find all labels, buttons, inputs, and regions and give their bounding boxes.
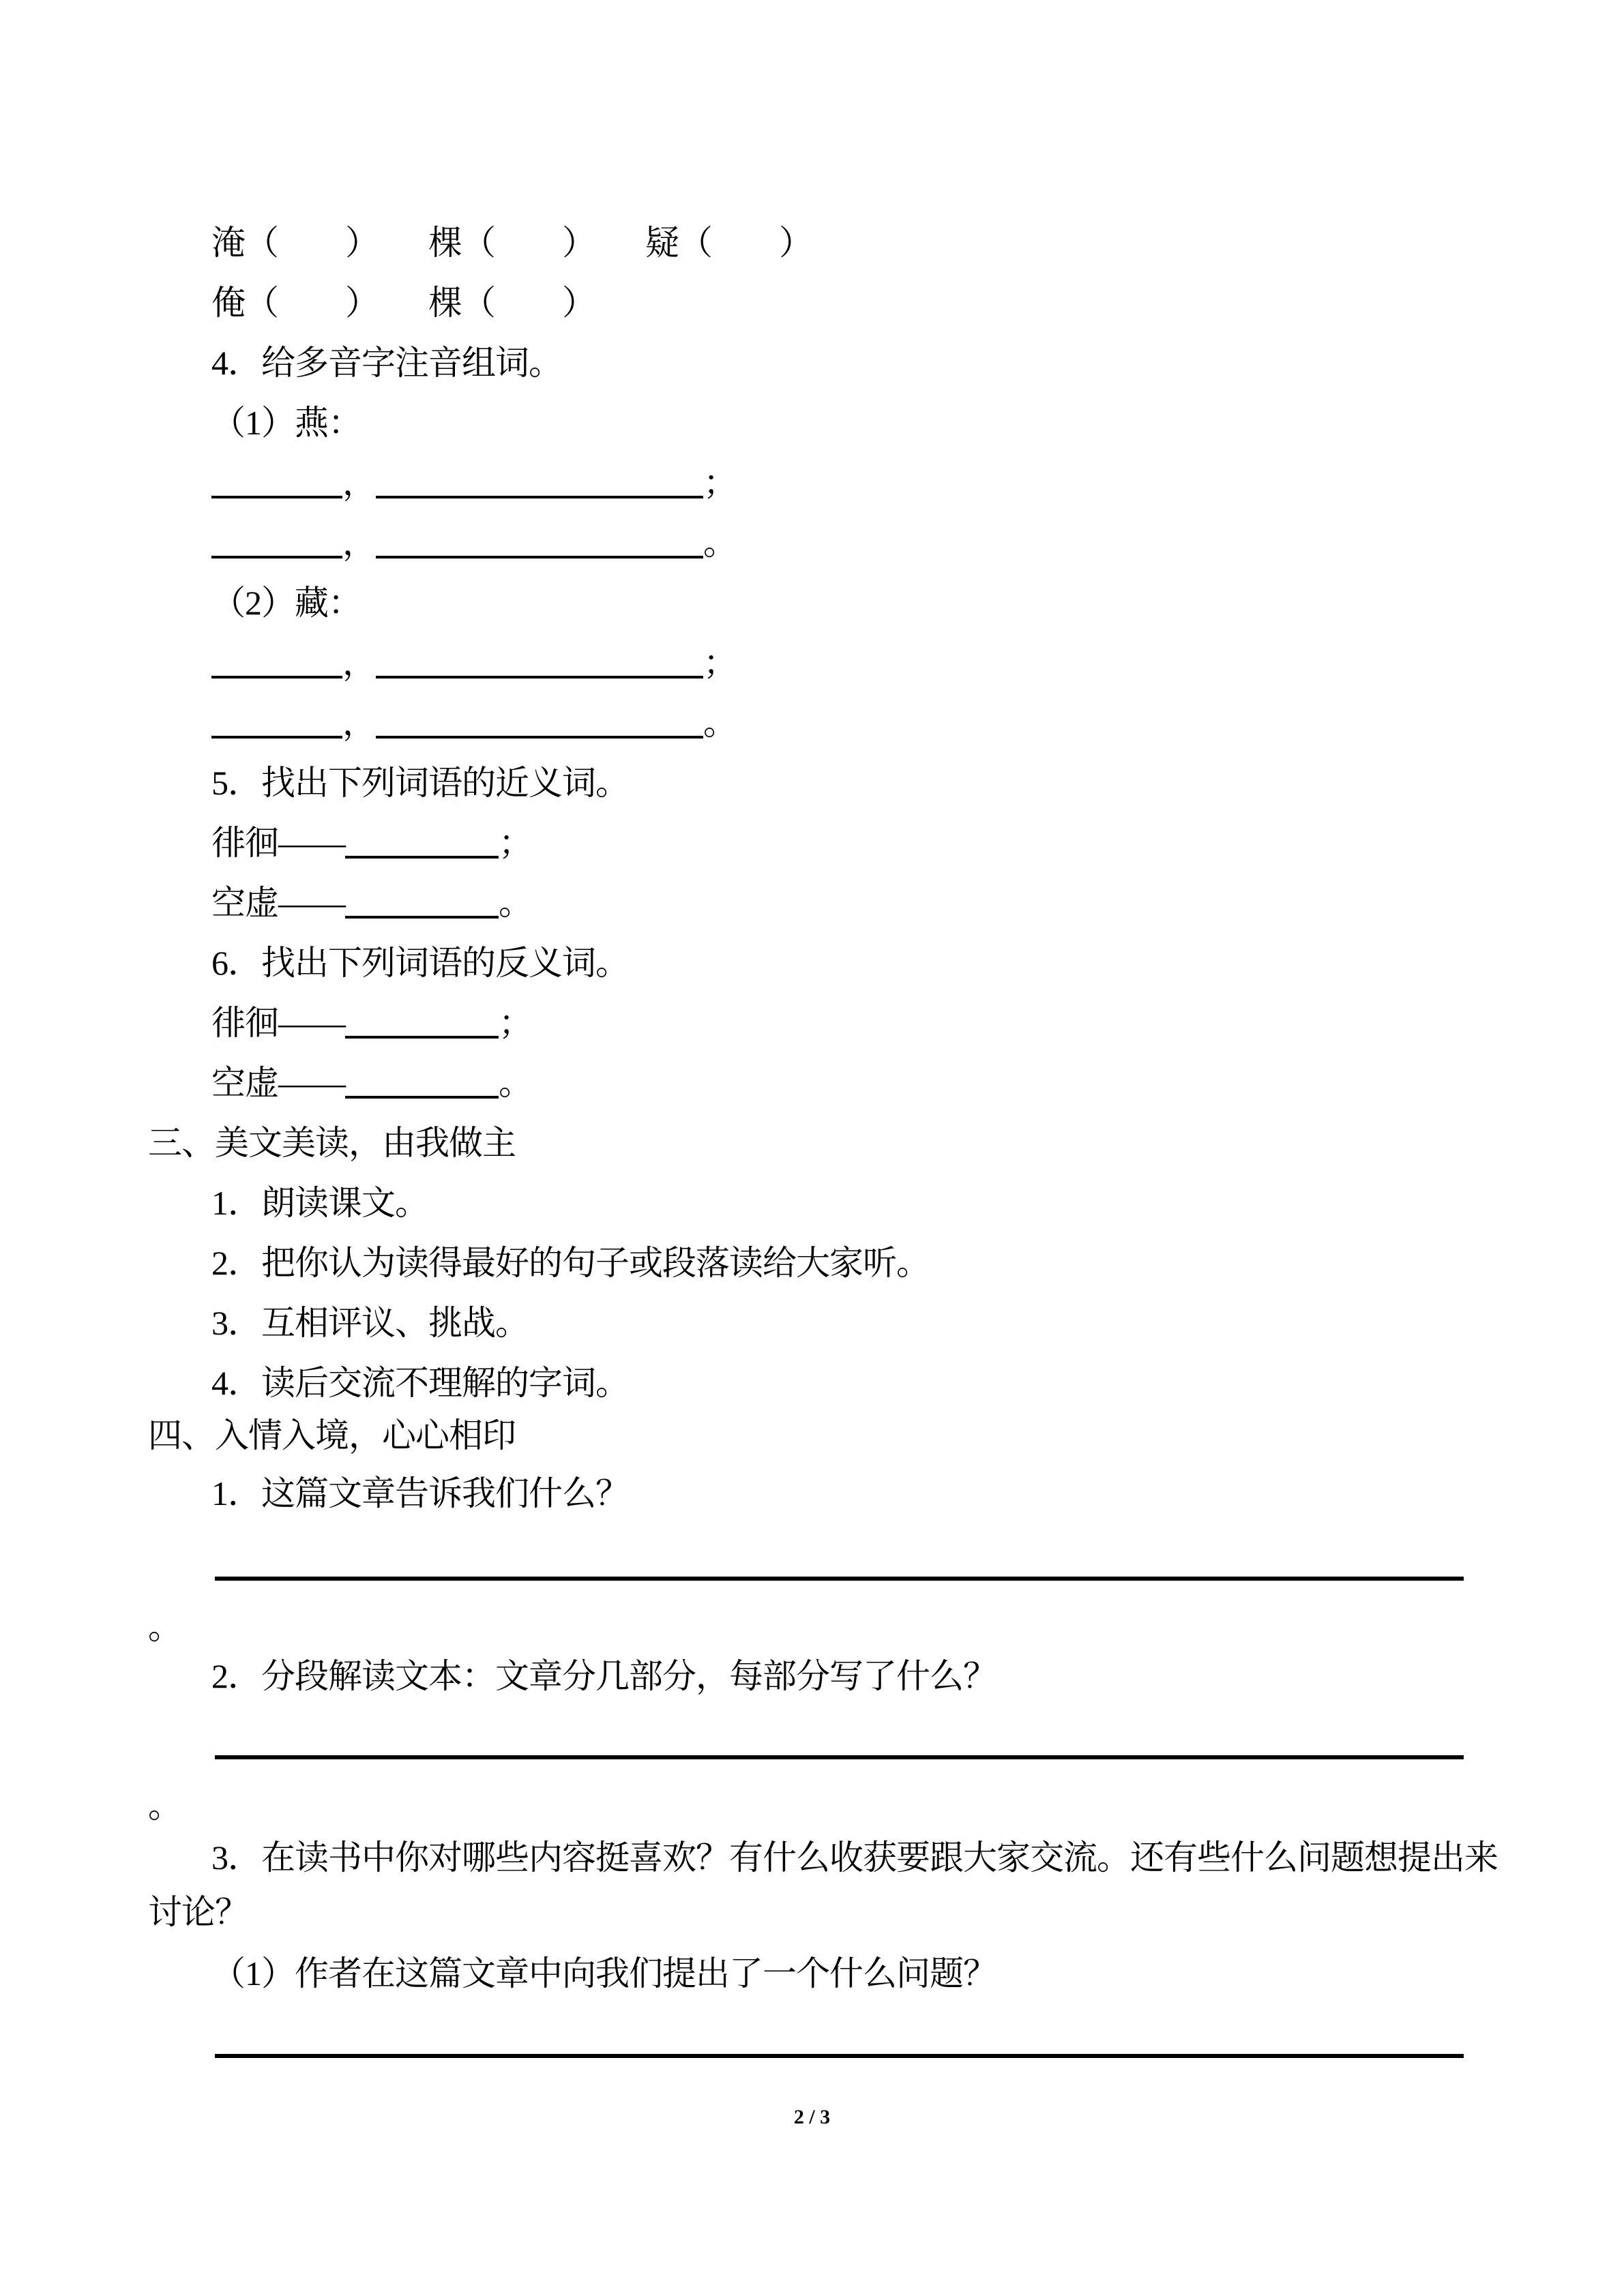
semicolon-end: ； — [499, 1004, 532, 1042]
wrapped-period: 。 — [148, 1608, 181, 1646]
answer-blank — [345, 906, 499, 919]
answer-blank — [345, 846, 499, 859]
period-end: 。 — [703, 524, 737, 562]
section-3-item-1: 1．朗读课文。 — [211, 1184, 428, 1222]
answer-blank — [211, 726, 342, 739]
synonym-row-paihuai — [211, 813, 532, 873]
section-4-question-1: 1．这篇文章告诉我们什么？ — [211, 1474, 629, 1512]
wrapped-period: 。 — [148, 1787, 181, 1825]
semicolon-end: ； — [499, 824, 532, 862]
answer-blank — [345, 1086, 499, 1099]
answer-blank — [376, 666, 703, 679]
semicolon-end: ； — [703, 464, 737, 502]
section-3-item-2: 2．把你认为读得最好的句子或段落读给大家听。 — [211, 1244, 930, 1282]
section-4-question-2: 2．分段解读文本：文章分几部分，每部分写了什么？ — [211, 1657, 996, 1695]
antonym-row-paihuai — [211, 993, 532, 1053]
comma-separator: ， — [342, 524, 376, 562]
section-4-heading: 四、入情入境，心心相印 — [148, 1416, 516, 1455]
question-5-heading: 5．找出下列词语的近义词。 — [211, 764, 629, 802]
section-3-item-4: 4．读后交流不理解的字词。 — [211, 1364, 629, 1402]
word-label: 空虚—— — [211, 884, 345, 922]
answer-blank — [211, 546, 342, 558]
comma-separator: ， — [342, 644, 376, 682]
question-4-sub1-label: （1）燕： — [211, 404, 361, 442]
period-end: 。 — [499, 1064, 532, 1102]
period-end: 。 — [499, 884, 532, 922]
answer-blank — [211, 666, 342, 679]
answer-line — [215, 1577, 1464, 1581]
synonym-row-kongxu — [211, 873, 532, 933]
word-row-an-ke: 俺（ ） 棵（ ） — [211, 284, 595, 322]
section-3-item-3: 3．互相评议、挑战。 — [211, 1304, 529, 1342]
fill-blank-row — [211, 693, 737, 753]
answer-blank — [211, 486, 342, 498]
semicolon-end: ； — [703, 644, 737, 682]
period-end: 。 — [703, 704, 737, 742]
word-row-yan-ke-yi: 淹（ ） 棵（ ） 疑（ ） — [211, 224, 812, 262]
section-4-question-3-line-2: 讨论？ — [148, 1893, 248, 1931]
answer-blank — [376, 726, 703, 739]
answer-line — [215, 1755, 1464, 1759]
fill-blank-row — [211, 513, 737, 573]
answer-line — [215, 2054, 1464, 2058]
word-label: 徘徊—— — [211, 1004, 345, 1042]
question-4-sub2-label: （2）藏： — [211, 584, 361, 622]
word-label: 空虚—— — [211, 1064, 345, 1102]
fill-blank-row — [211, 633, 737, 693]
section-4-question-3-sub-1: （1）作者在这篇文章中向我们提出了一个什么问题？ — [211, 1954, 996, 1993]
comma-separator: ， — [342, 464, 376, 502]
answer-blank — [376, 486, 703, 498]
antonym-row-kongxu — [211, 1053, 532, 1113]
question-6-heading: 6．找出下列词语的反义词。 — [211, 944, 629, 982]
answer-blank — [376, 546, 703, 558]
question-4-heading: 4．给多音字注音组词。 — [211, 344, 562, 382]
section-4-question-3-line-1: 3．在读书中你对哪些内容挺喜欢？有什么收获要跟大家交流。还有些什么问题想提出来 — [211, 1838, 1498, 1877]
word-label: 徘徊—— — [211, 824, 345, 862]
fill-blank-row — [211, 453, 737, 513]
page-number: 2 / 3 — [793, 2106, 831, 2128]
answer-blank — [345, 1026, 499, 1039]
comma-separator: ， — [342, 704, 376, 742]
section-3-heading: 三、美文美读，由我做主 — [148, 1124, 516, 1162]
